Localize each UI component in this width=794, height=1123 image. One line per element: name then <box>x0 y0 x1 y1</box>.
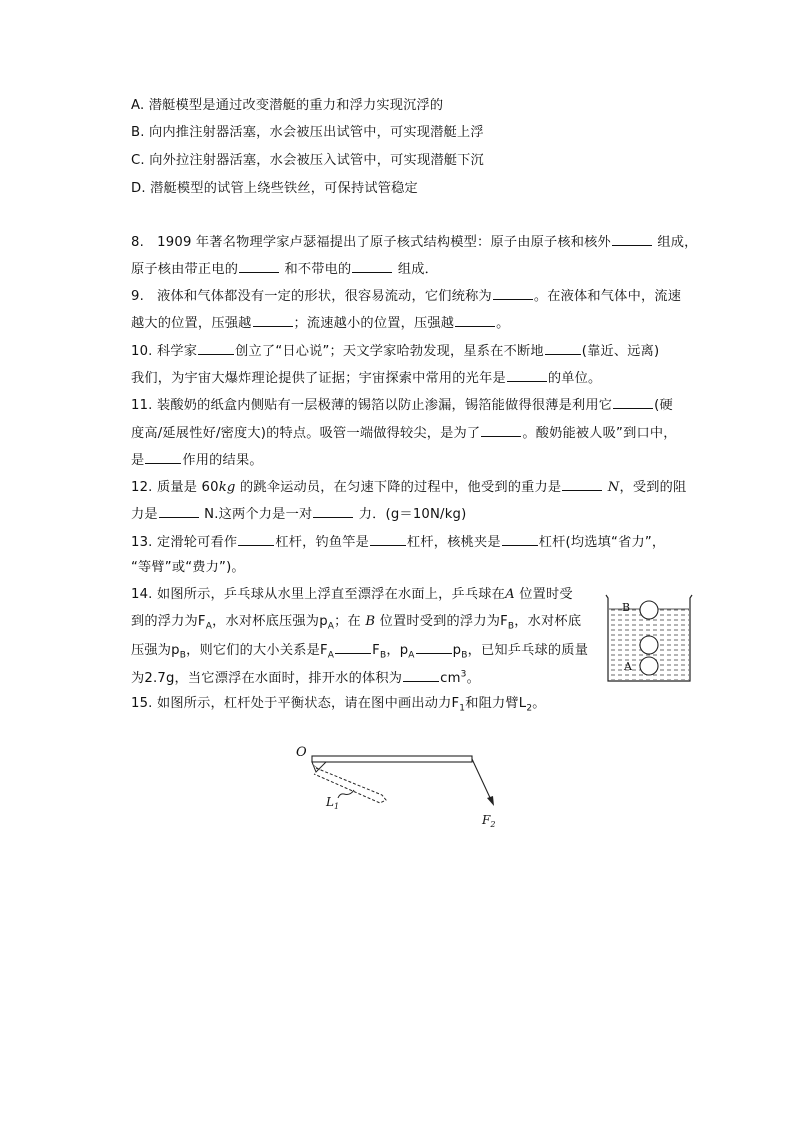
option-d: D. 潜艇模型的试管上绕些铁丝，可保持试管稳定 <box>131 181 418 196</box>
q14-text: 位置时受到的浮力为F <box>375 614 508 629</box>
answer-blank[interactable] <box>403 668 439 682</box>
question-14-line-4 <box>131 668 480 688</box>
q8-text: 原子核由带正电的 <box>131 262 239 277</box>
q11-text: 作用的结果。 <box>182 453 263 468</box>
q12-text: 力．(g＝10N/kg) <box>354 507 467 522</box>
q8-text: 组成． <box>393 262 439 277</box>
q14-text: 压强为p <box>131 643 180 658</box>
question-9-line-2 <box>131 313 510 333</box>
question-13-line-1 <box>131 532 665 552</box>
q10-text: 创立了“日心说”；天文学家哈勃发现，星系在不断地 <box>235 344 544 359</box>
q9-text: 。 <box>496 316 510 331</box>
q14-text: p <box>452 643 462 658</box>
q14-var: A <box>505 587 515 602</box>
q13-text: 杠杆，核桃夹是 <box>407 535 501 550</box>
answer-blank[interactable] <box>239 259 279 273</box>
q15-text: 。 <box>532 696 546 711</box>
lever-bar <box>312 756 472 762</box>
q15-text: 如图所示，杠杆处于平衡状态，请在图中画出动力F <box>156 696 460 711</box>
question-number: 12. <box>131 480 153 495</box>
question-8-line-1 <box>131 232 698 252</box>
answer-blank[interactable] <box>502 532 538 546</box>
question-13-line-2: “等臂”或“费力”)。 <box>131 560 245 575</box>
q12-text: ，受到的阻 <box>619 480 687 495</box>
q14-text: ；在 <box>334 614 361 629</box>
q11-text: 度高/延展性好/密度大)的特点。吸管一端做得较尖，是为了 <box>131 426 481 441</box>
ball-b <box>640 601 658 619</box>
q10-text: 科学家 <box>156 344 198 359</box>
answer-blank[interactable] <box>612 232 652 246</box>
question-number: 13. <box>131 535 153 550</box>
q12-unit: kg <box>218 480 236 495</box>
question-number: 11. <box>131 398 153 413</box>
answer-blank[interactable] <box>352 259 392 273</box>
ball-a <box>640 657 658 675</box>
question-15-line-1 <box>131 695 546 713</box>
q12-text: 质量是 60 <box>156 480 219 495</box>
q14-text: F <box>372 643 380 658</box>
lever-figure <box>290 740 510 835</box>
q14-text: ，水对杯底 <box>514 614 582 629</box>
answer-blank[interactable] <box>481 423 521 437</box>
question-11-line-2 <box>131 423 677 443</box>
q14-text: cm <box>440 671 461 686</box>
q8-text: 组成， <box>652 235 698 250</box>
q14-sub: A <box>327 621 335 632</box>
q15-text: 和阻力臂L <box>465 696 527 711</box>
option-c: C. 向外拉注射器活塞，水会被压入试管中，可实现潜艇下沉 <box>131 153 484 168</box>
question-number: 14. <box>131 587 153 602</box>
label-l1: $L_1$ <box>326 795 340 811</box>
answer-blank[interactable] <box>313 504 353 518</box>
answer-blank[interactable] <box>493 286 533 300</box>
answer-blank[interactable] <box>455 313 495 327</box>
answer-blank[interactable] <box>253 313 293 327</box>
q14-sub: A <box>408 650 415 661</box>
answer-blank[interactable] <box>335 640 371 654</box>
answer-blank[interactable] <box>507 368 547 382</box>
answer-blank[interactable] <box>145 450 181 464</box>
q8-text: 1909 年著名物理学家卢瑟福提出了原子核式结构模型：原子由原子核和核外 <box>157 235 611 250</box>
q11-text: (硬 <box>654 398 673 413</box>
q10-text: 的单位。 <box>547 371 602 386</box>
dashed-arm <box>314 768 386 803</box>
q14-text: ，p <box>386 643 409 658</box>
q9-text: ；流速越小的位置，压强越 <box>293 316 455 331</box>
q12-text: 力是 <box>131 507 158 522</box>
q8-text: 和不带电的 <box>280 262 352 277</box>
question-12-line-2 <box>131 504 466 524</box>
q14-text: 如图所示，乒乓球从水里上浮直至漂浮在水面上，乒乓球在 <box>156 587 506 602</box>
q10-text: (靠近、远离) <box>581 344 660 359</box>
answer-blank[interactable] <box>370 532 406 546</box>
q12-text: 的跳伞运动员，在匀速下降的过程中，他受到的重力是 <box>235 480 562 495</box>
force-arrowhead <box>487 796 494 806</box>
brace <box>338 790 354 798</box>
q14-sub: B <box>507 621 515 632</box>
q9-text: 越大的位置，压强越 <box>131 316 252 331</box>
q10-text: 我们，为宇宙大爆炸理论提供了证据；宇宙探索中常用的光年是 <box>131 371 506 386</box>
question-11-line-1 <box>131 395 673 415</box>
q14-sub: B <box>461 650 468 661</box>
q11-text: 。酸奶能被人吸”到口中， <box>522 426 677 441</box>
question-14-line-3 <box>131 640 588 660</box>
q9-text: 液体和气体都没有一定的形状，很容易流动，它们统称为 <box>157 289 492 304</box>
q14-text: 位置时受 <box>514 587 573 602</box>
answer-blank[interactable] <box>562 477 602 491</box>
q14-text: 为2.7g，当它漂浮在水面时，排开水的体积为 <box>131 671 403 686</box>
label-a: A <box>624 660 632 673</box>
question-10-line-2 <box>131 368 601 388</box>
answer-blank[interactable] <box>416 640 452 654</box>
q14-text: ，水对杯底压强为p <box>212 614 328 629</box>
q12-unit: N <box>607 480 620 495</box>
question-14-line-1 <box>131 586 573 604</box>
q13-text: 定滑轮可看作 <box>156 535 238 550</box>
q12-text: N.这两个力是一对 <box>199 507 313 522</box>
beaker-figure <box>604 593 696 685</box>
q9-text: 。在液体和气体中，流速 <box>533 289 682 304</box>
question-12-line-1 <box>131 477 686 497</box>
question-9-line-1 <box>131 286 681 306</box>
answer-blank[interactable] <box>545 341 581 355</box>
q14-text: ，已知乒乓球的质量 <box>467 643 589 658</box>
label-b: B <box>622 601 631 614</box>
question-number: 8. <box>131 235 144 250</box>
answer-blank[interactable] <box>198 341 234 355</box>
q15-sub: 1 <box>459 703 466 714</box>
q14-sub: B <box>379 650 387 661</box>
q13-text: 杠杆(均选填“省力”， <box>538 535 666 550</box>
option-a: A. 潜艇模型是通过改变潜艇的重力和浮力实现沉浮的 <box>131 98 444 113</box>
q14-sup: 3 <box>460 669 467 680</box>
q14-var: B <box>365 614 376 629</box>
q14-sub: B <box>179 650 187 661</box>
label-f2: $F_2$ <box>482 813 496 829</box>
pivot <box>312 762 326 772</box>
question-number: 10. <box>131 344 153 359</box>
q11-text: 装酸奶的纸盒内侧贴有一层极薄的锡箔以防止渗漏，锡箔能做得很薄是利用它 <box>156 398 613 413</box>
q14-text: 到的浮力为F <box>131 614 206 629</box>
q14-text: ，则它们的大小关系是F <box>186 643 328 658</box>
answer-blank[interactable] <box>159 504 199 518</box>
q14-text: 。 <box>466 671 480 686</box>
question-11-line-3 <box>131 450 263 470</box>
question-10-line-1 <box>131 341 659 361</box>
question-14-line-2 <box>131 613 581 631</box>
option-b: B. 向内推注射器活塞，水会被压出试管中，可实现潜艇上浮 <box>131 125 484 140</box>
question-8-line-2 <box>131 259 438 279</box>
question-number: 9. <box>131 289 144 304</box>
q14-sub: A <box>205 621 213 632</box>
q14-sub: A <box>327 650 335 661</box>
ball-middle <box>640 636 658 654</box>
answer-blank[interactable] <box>613 395 653 409</box>
label-o: O <box>296 745 307 760</box>
answer-blank[interactable] <box>238 532 274 546</box>
q11-text: 是 <box>131 453 145 468</box>
q15-sub: 2 <box>526 703 533 714</box>
q13-text: 杠杆，钓鱼竿是 <box>275 535 370 550</box>
question-number: 15. <box>131 696 153 711</box>
force-line <box>472 759 492 802</box>
